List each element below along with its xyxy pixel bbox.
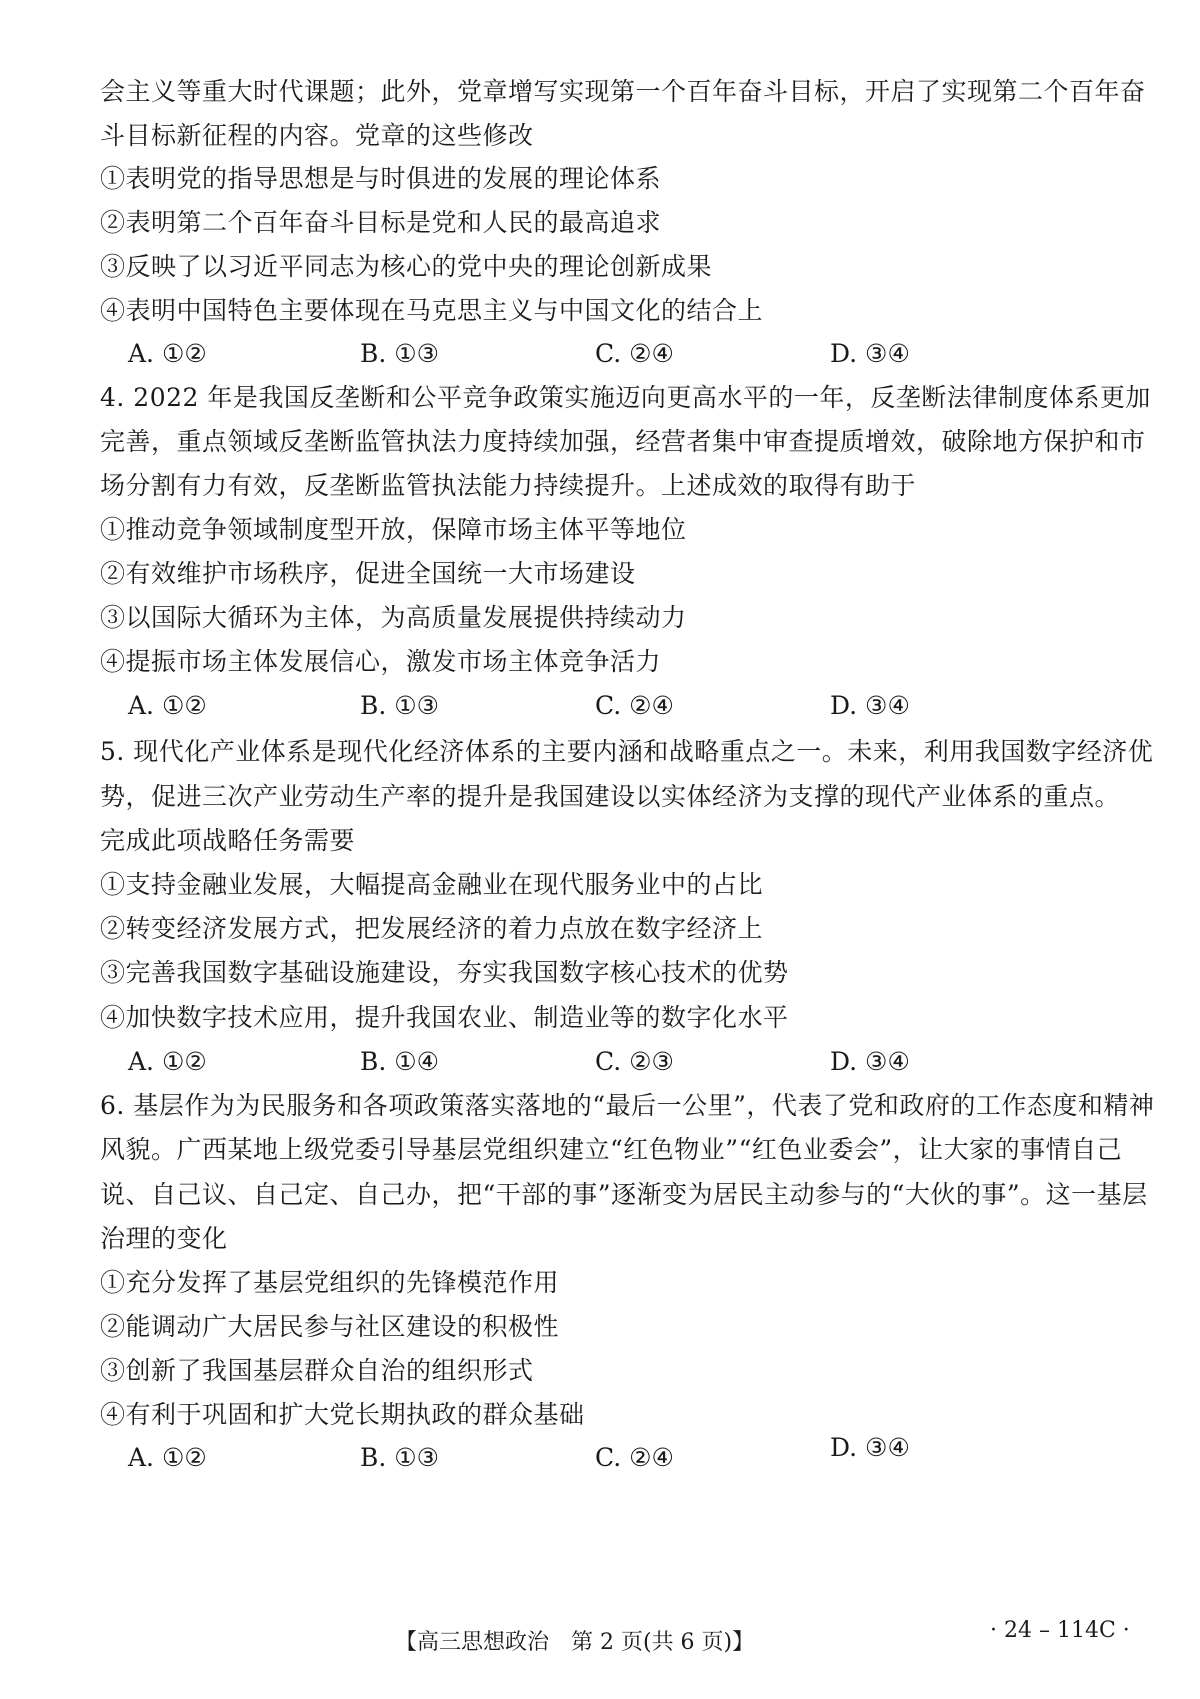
option-b: B. ①③	[360, 691, 440, 720]
question-4-item-2: ②有效维护市场秩序，促进全国统一大市场建设	[100, 559, 636, 588]
page-footer: 【高三思想政治 第 2 页(共 6 页)】	[395, 1630, 755, 1655]
option-b: B. ①③	[360, 339, 440, 368]
question-5-stem-line-2: 势，促进三次产业劳动生产率的提升是我国建设以实体经济为支撑的现代产业体系的重点。	[100, 782, 1121, 811]
option-a: A. ①②	[128, 691, 207, 720]
question-6-options	[128, 1433, 1128, 1473]
option-a: A. ①②	[128, 339, 207, 368]
question-3-item-2: ②表明第二个百年奋斗目标是党和人民的最高追求	[100, 208, 662, 237]
question-3-item-1: ①表明党的指导思想是与时俱进的发展的理论体系	[100, 164, 662, 193]
question-3-item-4: ④表明中国特色主要体现在马克思主义与中国文化的结合上	[100, 296, 764, 325]
question-5-item-3: ③完善我国数字基础设施建设，夯实我国数字核心技术的优势	[100, 958, 789, 987]
question-4-stem-line-2: 完善，重点领域反垄断监管执法力度持续加强，经营者集中审查提质增效，破除地方保护和市	[100, 427, 1146, 456]
question-4-item-1: ①推动竞争领域制度型开放，保障市场主体平等地位	[100, 515, 687, 544]
question-4-options	[128, 691, 1128, 721]
question-6-stem-line-4: 治理的变化	[100, 1224, 228, 1253]
question-4-item-4: ④提振市场主体发展信心，激发市场主体竞争活力	[100, 647, 662, 676]
question-3-options	[128, 339, 1128, 369]
question-3-stem-line-1: 会主义等重大时代课题；此外，党章增写实现第一个百年奋斗目标，开启了实现第二个百年奋	[100, 77, 1146, 106]
question-4-stem-line-3: 场分割有力有效，反垄断监管执法能力持续提升。上述成效的取得有助于	[100, 471, 917, 500]
question-5-options	[128, 1047, 1128, 1077]
question-5-stem-line-1: 5. 现代化产业体系是现代化经济体系的主要内涵和战略重点之一。未来，利用我国数字经济优	[100, 737, 1154, 766]
question-6-stem-line-2: 风貌。广西某地上级党委引导基层党组织建立“红色物业”“红色业委会”，让大家的事情自己	[100, 1135, 1123, 1164]
question-5-item-4: ④加快数字技术应用，提升我国农业、制造业等的数字化水平	[100, 1003, 789, 1032]
option-d: D. ③④	[830, 691, 910, 720]
question-3-stem-line-2: 斗目标新征程的内容。党章的这些修改	[100, 121, 534, 150]
option-d: D. ③④	[830, 1047, 910, 1076]
question-6-stem-line-3: 说、自己议、自己定、自己办，把“干部的事”逐渐变为居民主动参与的“大伙的事”。这一基层	[100, 1180, 1148, 1209]
option-c: C. ②④	[595, 339, 674, 368]
question-5-stem-line-3: 完成此项战略任务需要	[100, 826, 356, 855]
question-6-item-2: ②能调动广大居民参与社区建设的积极性	[100, 1312, 560, 1341]
option-c: C. ②③	[595, 1047, 674, 1076]
option-a: A. ①②	[128, 1047, 207, 1076]
question-5-item-1: ①支持金融业发展，大幅提高金融业在现代服务业中的占比	[100, 870, 764, 899]
option-c: C. ②④	[595, 1443, 674, 1472]
option-d: D. ③④	[830, 339, 910, 368]
option-c: C. ②④	[595, 691, 674, 720]
question-6-item-1: ①充分发挥了基层党组织的先锋模范作用	[100, 1268, 560, 1297]
question-4-stem-line-1: 4. 2022 年是我国反垄断和公平竞争政策实施迈向更高水平的一年，反垄断法律制度体系更加	[100, 383, 1151, 412]
option-b: B. ①③	[360, 1443, 440, 1472]
option-a: A. ①②	[128, 1443, 207, 1472]
question-4-item-3: ③以国际大循环为主体，为高质量发展提供持续动力	[100, 603, 687, 632]
question-6-item-4: ④有利于巩固和扩大党长期执政的群众基础	[100, 1400, 585, 1429]
option-d: D. ③④	[830, 1433, 910, 1462]
question-5-item-2: ②转变经济发展方式，把发展经济的着力点放在数字经济上	[100, 914, 764, 943]
question-6-item-3: ③创新了我国基层群众自治的组织形式	[100, 1356, 534, 1385]
option-b: B. ①④	[360, 1047, 440, 1076]
exam-code: · 24 – 114C ·	[990, 1618, 1130, 1643]
question-6-stem-line-1: 6. 基层作为为民服务和各项政策落实落地的“最后一公里”，代表了党和政府的工作态度和精神	[100, 1091, 1155, 1120]
question-3-item-3: ③反映了以习近平同志为核心的党中央的理论创新成果	[100, 252, 713, 281]
